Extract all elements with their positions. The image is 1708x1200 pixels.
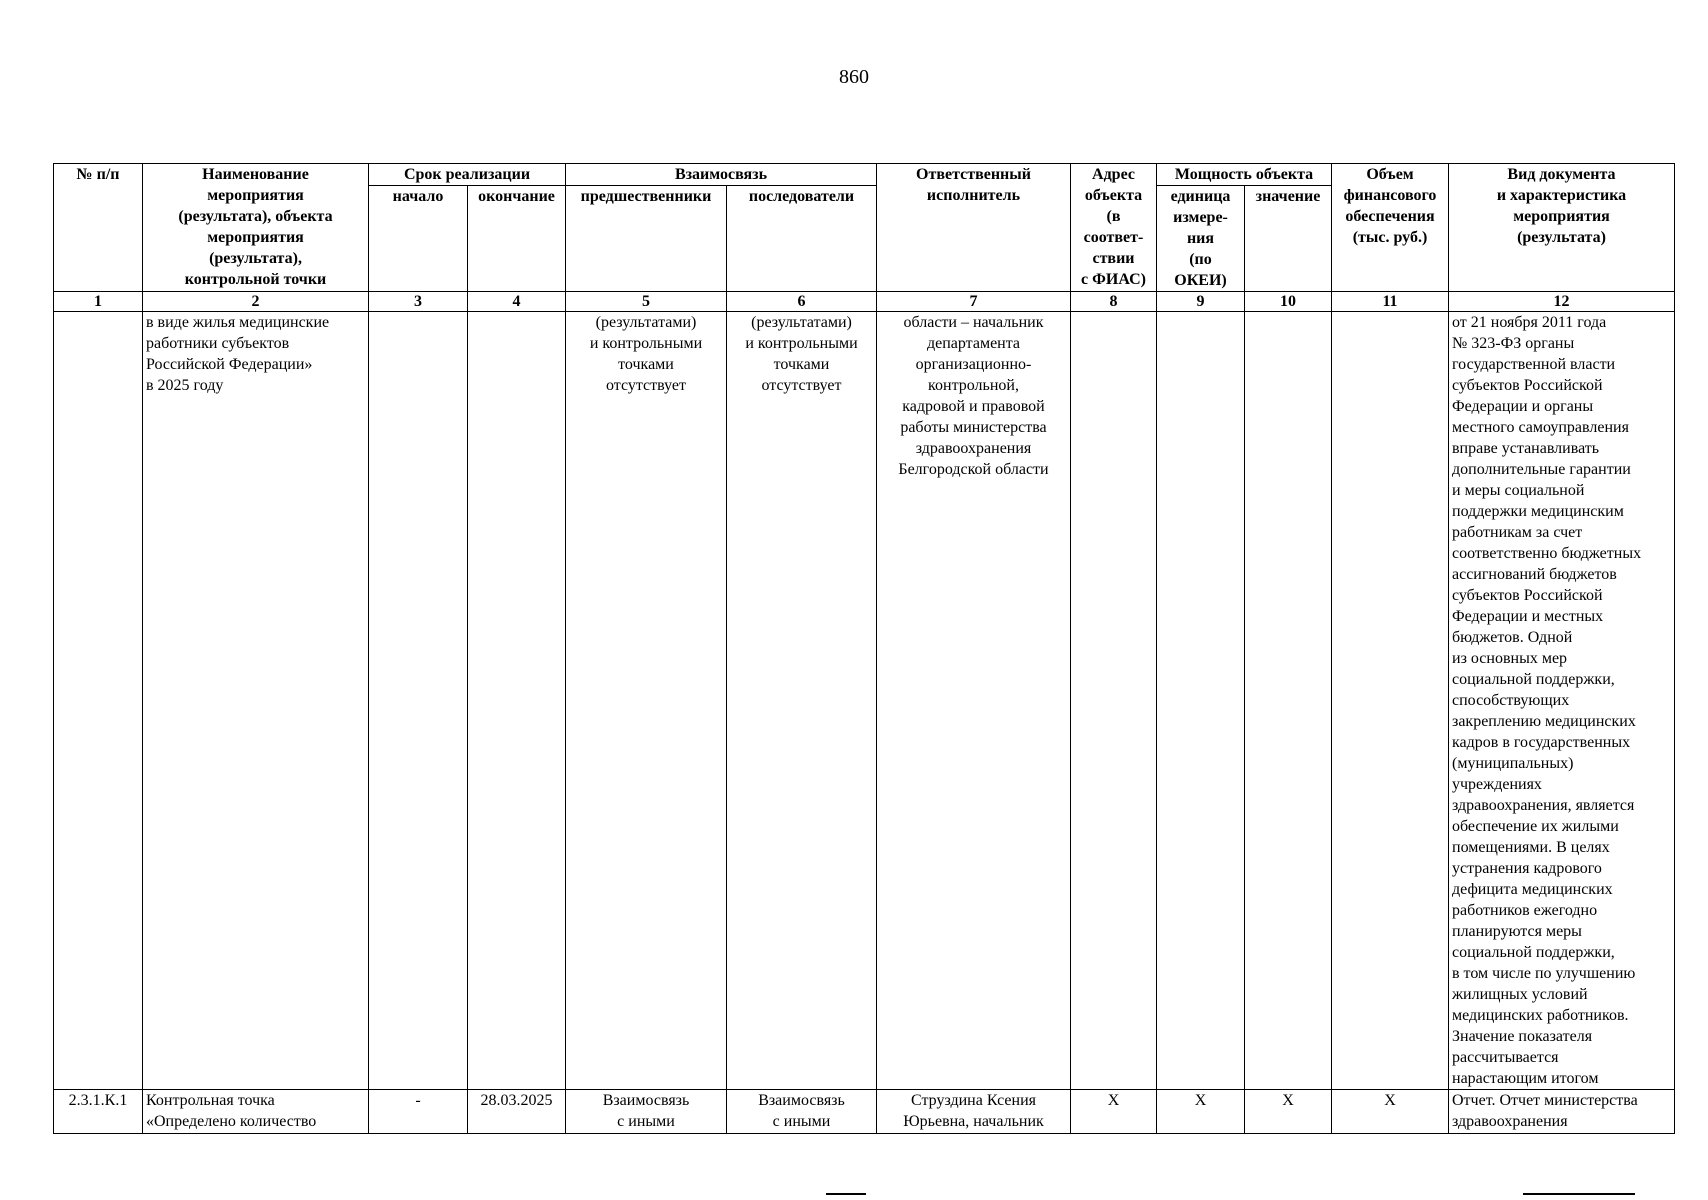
cell-unit: X — [1157, 1090, 1245, 1134]
page-number: 860 — [839, 66, 869, 88]
table-row — [54, 312, 1675, 1090]
cell-start — [369, 312, 468, 1090]
column-number-row — [54, 292, 1675, 312]
header-link-succ: последователи — [727, 186, 877, 292]
cell-address: X — [1071, 1090, 1157, 1134]
header-row — [54, 164, 1675, 186]
header-cap-unit: единица измере- ния (по ОКЕИ) — [1157, 186, 1245, 292]
header-term-end: окончание — [468, 186, 566, 292]
header-num: № п/п — [54, 164, 143, 292]
cell-doc: от 21 ноября 2011 года № 323-ФЗ органы государственной власти субъектов Российской Федерации и органы местного самоуправления вправе устанавливать дополнительные гарантии и меры социальной поддержки медицинским работникам за счет соответственно бюджетных ассигнований бюджетов субъектов Российской Федерации и местных бюджетов. Одной из основных мер социальной поддержки, способствующих закреплению медицинских кадров в государственных (муниципальных) учреждениях здравоохранения, является обеспечение их жилыми помещениями. В целях устранения кадрового дефицита медицинских работников ежегодно планируются меры социальной поддержки, в том числе по улучшению жилищных условий медицинских работников. Значение показателя рассчитывается нарастающим итогом — [1449, 312, 1675, 1090]
cell-finance — [1332, 312, 1449, 1090]
table-row — [54, 1090, 1675, 1134]
column-number: 12 — [1449, 292, 1675, 312]
column-number: 6 — [727, 292, 877, 312]
header-doc-type: Вид документа и характеристика мероприятия (результата) — [1449, 164, 1675, 292]
header-term-start: начало — [369, 186, 468, 292]
cell-predecessors: (результатами) и контрольными точками отсутствует — [566, 312, 727, 1090]
column-number: 7 — [877, 292, 1071, 312]
cell-unit — [1157, 312, 1245, 1090]
header-cap-value: значение — [1245, 186, 1332, 292]
cell-successors: (результатами) и контрольными точками отсутствует — [727, 312, 877, 1090]
column-number: 2 — [143, 292, 369, 312]
column-number: 8 — [1071, 292, 1157, 312]
cell-num: 2.3.1.К.1 — [54, 1090, 143, 1134]
header-executor: Ответственный исполнитель — [877, 164, 1071, 292]
footer-rule — [1523, 1193, 1635, 1195]
cell-end — [468, 312, 566, 1090]
column-number: 1 — [54, 292, 143, 312]
header-address: Адрес объекта (в соответ- ствии с ФИАС) — [1071, 164, 1157, 292]
activity-table — [53, 163, 1675, 1134]
header-finance: Объем финансового обеспечения (тыс. руб.) — [1332, 164, 1449, 292]
column-number: 9 — [1157, 292, 1245, 312]
header-term-group: Срок реализации — [369, 164, 566, 186]
cell-value: X — [1245, 1090, 1332, 1134]
cell-executor: Струздина Ксения Юрьевна, начальник — [877, 1090, 1071, 1134]
cell-value — [1245, 312, 1332, 1090]
header-link-group: Взаимосвязь — [566, 164, 877, 186]
cell-end: 28.03.2025 — [468, 1090, 566, 1134]
column-number: 4 — [468, 292, 566, 312]
column-number: 10 — [1245, 292, 1332, 312]
cell-finance: X — [1332, 1090, 1449, 1134]
cell-name: Контрольная точка «Определено количество — [143, 1090, 369, 1134]
cell-num — [54, 312, 143, 1090]
cell-doc: Отчет. Отчет министерства здравоохранения — [1449, 1090, 1675, 1134]
cell-successors: Взаимосвязь с иными — [727, 1090, 877, 1134]
cell-address — [1071, 312, 1157, 1090]
footer-rule — [826, 1193, 866, 1195]
column-number: 3 — [369, 292, 468, 312]
cell-predecessors: Взаимосвязь с иными — [566, 1090, 727, 1134]
column-number: 11 — [1332, 292, 1449, 312]
header-link-pred: предшественники — [566, 186, 727, 292]
cell-start: - — [369, 1090, 468, 1134]
header-name: Наименование мероприятия (результата), объекта мероприятия (результата), контрольной точки — [143, 164, 369, 292]
header-capacity-group: Мощность объекта — [1157, 164, 1332, 186]
cell-executor: области – начальник департамента организационно- контрольной, кадровой и правовой работы министерства здравоохранения Белгородской области — [877, 312, 1071, 1090]
column-number: 5 — [566, 292, 727, 312]
cell-name: в виде жилья медицинские работники субъектов Российской Федерации» в 2025 году — [143, 312, 369, 1090]
